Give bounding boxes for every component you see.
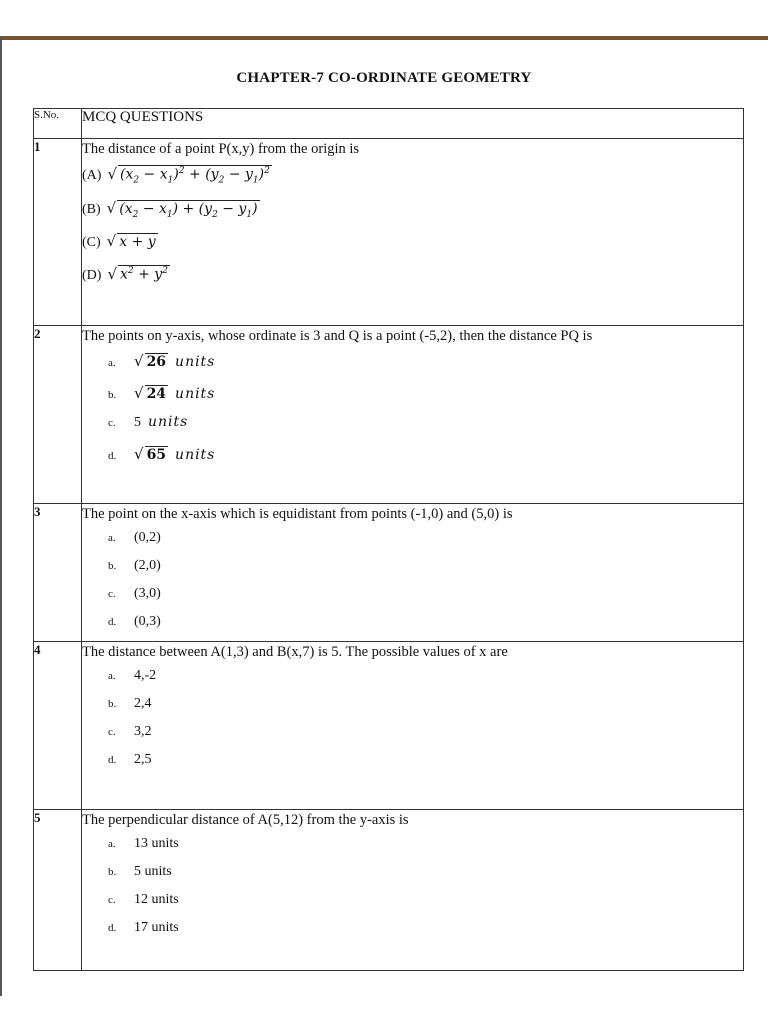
option-unit: units [148,414,189,430]
question-number: 2 [34,326,82,504]
option-unit: units [175,447,216,463]
option-expression: √ $(x_2 - x_1) + (y_2 - y_1)$ [106,199,258,220]
option-expression: √ $(x_2 - x_1)^2 + (y_2 - y_1)^2$ [107,165,270,186]
question-cell [82,642,744,810]
question-row [34,504,744,642]
option-value: (0,3) [134,614,161,629]
question-text: The distance of a point P(x,y) from the origin is [82,141,360,157]
option-unit: units [175,354,216,370]
option-label: b. [108,698,117,710]
option-label: b. [108,389,117,401]
option-value: 12 units [134,892,179,907]
option-value: 5 units [134,864,172,879]
option-value: (2,0) [134,558,161,573]
option-c [82,892,743,920]
question-row [34,810,744,971]
option-unit: units [175,386,216,402]
option-value: √ 65 [134,445,167,463]
question-text: The point on the x-axis which is equidistant from points (-1,0) and (5,0) is [82,506,513,522]
option-value: 2,5 [134,752,152,767]
option-value: 4,-2 [134,668,157,683]
question-number: 5 [34,810,82,971]
option-label: d. [108,450,117,462]
option-d [82,265,743,295]
option-label: (D) [82,268,102,283]
option-value: (0,2) [134,530,161,545]
option-label: c. [108,894,116,906]
question-row [34,642,744,810]
option-value: √ 26 [134,352,167,370]
option-c [82,414,743,445]
option-label: d. [108,616,117,628]
option-c [82,586,743,614]
chapter-title: CHAPTER-7 CO-ORDINATE GEOMETRY [236,70,532,86]
question-cell [82,810,744,971]
option-value: 2,4 [134,696,152,711]
question-row [34,139,744,326]
option-d [82,445,743,464]
option-value: √ 24 [134,384,167,402]
question-cell [82,139,744,326]
questions-header: MCQ QUESTIONS [82,109,744,139]
option-c [82,232,743,265]
radicand: 65 [146,447,167,463]
option-label: c. [108,417,116,429]
option-b [82,558,743,586]
question-number: 1 [34,139,82,326]
option-b [82,384,743,414]
option-label: a. [108,532,116,544]
option-a [82,836,743,864]
radicand: 24 [146,386,167,402]
question-text: The points on y-axis, whose ordinate is 3 and Q is a point (-5,2), then the distance PQ is [82,328,593,344]
option-b [82,696,743,724]
top-border-rule [0,36,768,40]
option-value: 5 [134,415,141,430]
question-text: The distance between A(1,3) and B(x,7) is 5. The possible values of x are [82,644,508,660]
table-header-row [34,109,744,139]
option-value: 17 units [134,920,179,935]
option-b [82,864,743,892]
option-label: d. [108,922,117,934]
option-d [82,614,743,630]
left-border-rule [0,36,2,996]
option-label: a. [108,838,116,850]
option-a [82,530,743,558]
option-label: d. [108,754,117,766]
option-value: 13 units [134,836,179,851]
option-d [82,920,743,936]
option-label: b. [108,560,117,572]
radicand: 26 [146,354,167,370]
option-label: (C) [82,235,101,250]
option-label: c. [108,726,116,738]
question-number: 4 [34,642,82,810]
question-text: The perpendicular distance of A(5,12) from the y-axis is [82,812,409,828]
question-number: 3 [34,504,82,642]
option-label: a. [108,670,116,682]
mcq-table [33,108,744,971]
question-cell [82,504,744,642]
option-label: (A) [82,168,102,183]
option-value: 3,2 [134,724,152,739]
option-expression: √ $x^2 + y^2$ [107,265,168,283]
option-label: c. [108,588,116,600]
option-a [82,165,743,199]
option-b [82,199,743,232]
option-label: a. [108,357,116,369]
option-label: b. [108,866,117,878]
option-expression: √ x + y [106,232,156,250]
sno-header: S.No. [34,109,82,139]
question-row [34,326,744,504]
option-d [82,752,743,768]
option-value: (3,0) [134,586,161,601]
option-c [82,724,743,752]
question-cell [82,326,744,504]
option-label: (B) [82,202,101,217]
option-a [82,668,743,696]
option-a [82,352,743,384]
